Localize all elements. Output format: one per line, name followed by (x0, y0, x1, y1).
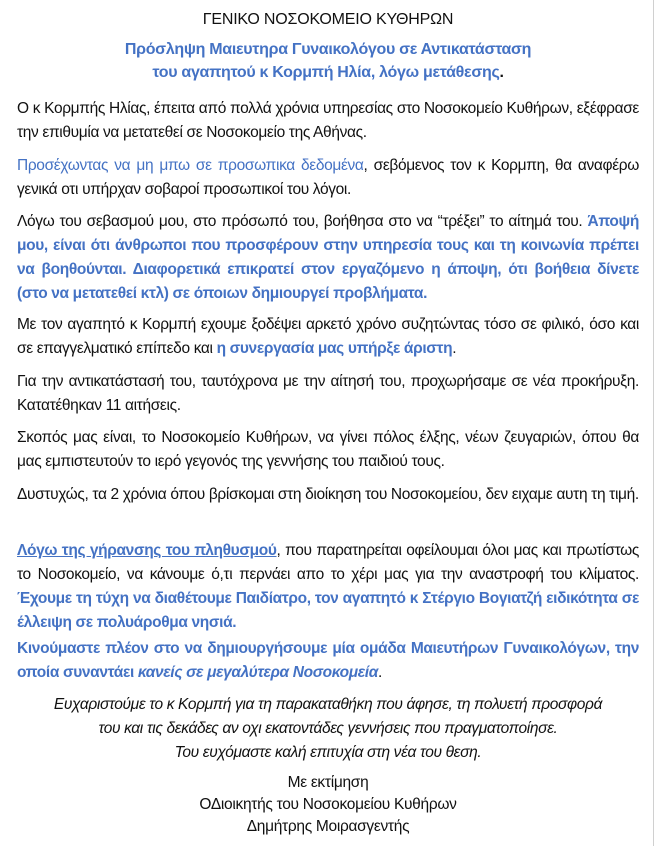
paragraph-3-text: Λόγω του σεβασμού μου, στο πρόσωπό του, βοήθησα στο να “τρέξει” το αίτημά του. (17, 213, 583, 230)
paragraph-1: Ο κ Κορμπής Ηλίας, έπειτα από πολλά χρόνια υπηρεσίας στο Νοσοκομείο Κυθήρων, εξέφρασε την επιθυμία να μετατεθεί σε Νοσοκομείο της Αθήνας. (17, 100, 639, 141)
signature-name: Δημήτρης Μοιρασγεντής (246, 818, 410, 835)
signature-title: ΟΔιοικητής του Νοσοκομείου Κυθήρων (199, 796, 457, 813)
signature-block (17, 772, 639, 838)
paragraph-5: Για την αντικατάστασή του, ταυτόχρονα με την αίτησή του, προχωρήσαμε σε νέα προκήρυξη. Κατατέθηκαν 11 αιτήσεις. (17, 373, 639, 414)
paragraph-9-highlight: Κινούμαστε πλέον στο να δημιουργήσουμε μία ομάδα Μαιευτήρων Γυναικολόγων, την οποία συναντάει (17, 640, 639, 681)
subtitle-line-1: Πρόσληψη Μαιευτηρα Γυναικολόγου σε Αντικατάσταση (124, 41, 532, 58)
paragraph-3 (17, 210, 639, 306)
paragraph-4-text: Με τον αγαπητό κ Κορμπή εχουμε ξοδέψει αρκετό χρόνο συζητώντας τόσο σε φιλικό, όσο και σε επαγγελματικό επίπεδο και (17, 316, 639, 357)
paragraph-2-highlight: Προσέχωντας να μη μπω σε προσωπικα δεδομένα (17, 157, 364, 174)
subtitle-period: . (499, 64, 504, 81)
closing-line-2: του και τις δεκάδες αν οχι εκατοντάδες γεννήσεις που πραγματοποίησε. (98, 720, 558, 737)
paragraph-8 (17, 539, 639, 635)
paragraph-4-period: . (452, 340, 457, 357)
paragraph-9 (17, 637, 639, 685)
subtitle-line-2-text: του αγαπητού κ Κορμπή Ηλία, λόγω μετάθεσης (152, 64, 500, 81)
closing-line-3: Του ευχόμαστε καλή επιτυχία στη νέα του θεση. (174, 744, 482, 761)
paragraph-8-text: , που παρατηρείται οφείλουμαι όλοι μας και πρωτίστως το Νοσοκομείο, να κάνουμε ό,τι περνάει απο το χέρι μας για την αναστροφή του κλίματος. (17, 542, 640, 583)
paragraph-9-italic: κανείς σε μεγαλύτερα Νοσοκομεία (137, 664, 379, 681)
closing-remarks (17, 693, 639, 765)
paragraph-6: Σκοπός μας είναι, το Νοσοκομείο Κυθήρων, να γίνει πόλος έλξης, νέων ζευγαριών, όπου θα μας εμπιστευτούν το ιερό γεγονός της γεννήσης του παιδιού τους. (17, 429, 639, 470)
paragraph-4 (17, 313, 639, 361)
paragraph-7: Δυστυχώς, τα 2 χρόνια όπου βρίσκομαι στη διοίκηση του Νοσοκομείου, δεν ειχαμε αυτη τη τιμή. (17, 486, 639, 503)
subtitle-line-2 (17, 61, 639, 84)
closing-line-1: Ευχαριστούμε το κ Κορμπή για τη παρακαταθήκη που άφησε, τη πολυετή προσφορά (53, 696, 603, 713)
paragraph-8-highlight: Έχουμε τη τύχη να διαθέτουμε Παιδίατρο, τον αγαπητό κ Στέργιο Βογιατζή ειδικότητα σε έλλειψη σε πολυάροθμα νησιά. (17, 590, 639, 631)
paragraph-4-highlight: η συνεργασία μας υπήρξε άριστη (216, 340, 453, 357)
paragraph-2 (17, 154, 639, 202)
population-aging-link[interactable]: Λόγω της γήρανσης του πληθυσμού (17, 542, 277, 559)
paragraph-2-text: , σεβόμενος τον κ Κορμπη, θα αναφέρω γενικά οτι υπήρχαν σοβαροί προσωπικοί του λόγοι. (17, 157, 639, 198)
paragraph-9-period: . (378, 664, 382, 681)
paragraph-3-highlight: Άποψή μου, είναι ότι άνθρωποι που προσφέρουν στην υπηρεσία τους και τη κοινωνία πρέπει να βοηθούνται. Διαφορετικά επικρατεί στον εργαζόμενο η άποψη, ότι βοήθεια δίνετε (στο να μετατεθεί κτλ) σε όποιων δημιουργεί προβλήματα. (17, 213, 639, 302)
signature-regards: Με εκτίμηση (287, 774, 369, 791)
document-subtitle (17, 38, 639, 84)
hospital-header: ΓΕΝΙΚΟ ΝΟΣΟΚΟΜΕΙΟ ΚΥΘΗΡΩΝ (202, 11, 454, 28)
